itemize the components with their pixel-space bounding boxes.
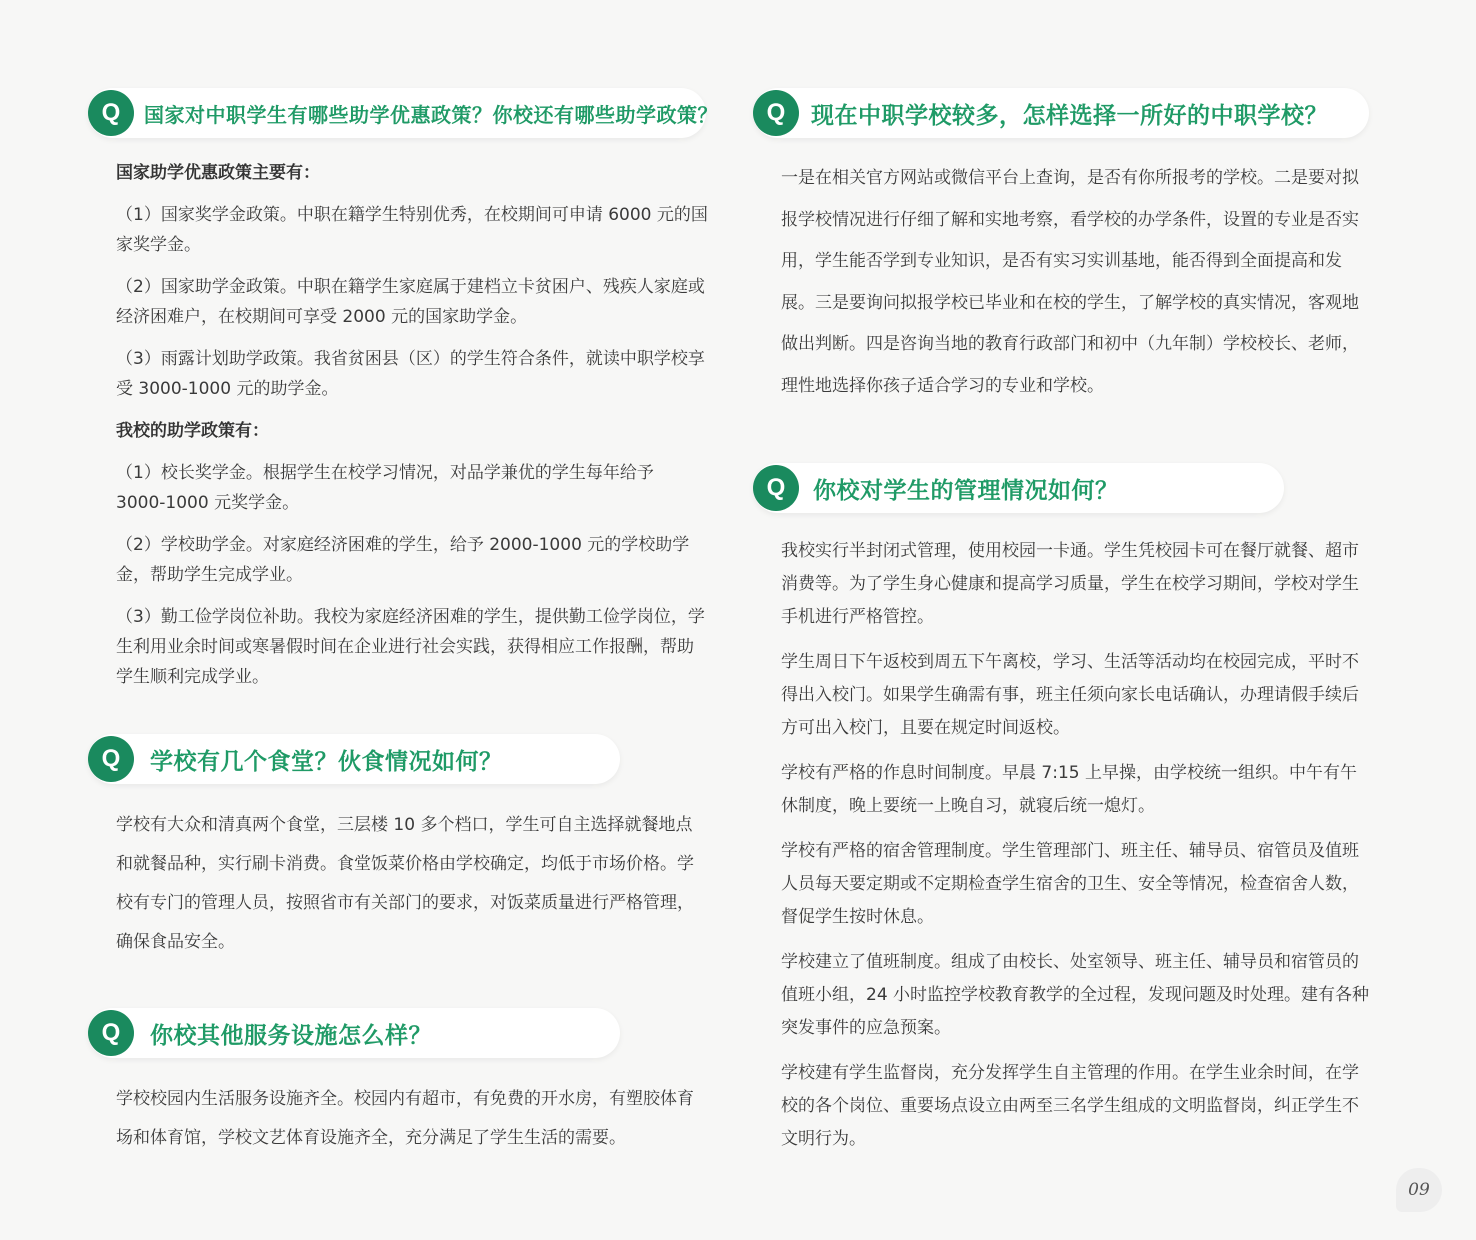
list-item: （1）国家奖学金政策。中职在籍学生特别优秀，在校期间可申请 6000 元的国家奖学金。 [116,205,708,255]
page-number: 09 [1408,1180,1430,1200]
question-bar-financial-aid [88,88,718,138]
answer-choose-school [753,158,1373,407]
left-column [88,88,718,1158]
paragraph: 学校建有学生监督岗，充分发挥学生自主管理的作用。在学生业余时间，在学校的各个岗位、重要场点设立由两至三名学生组成的文明监督岗，纠正学生不文明行为。 [781,1063,1359,1149]
answer-canteen [88,806,708,962]
paragraph: 学校有严格的作息时间制度。早晨 7:15 上早操，由学校统一组织。中午有午休制度，晚上要统一上晚自习，就寝后统一熄灯。 [781,763,1357,816]
paragraph: 学校校园内生活服务设施齐全。校园内有超市，有免费的开水房，有塑胶体育场和体育馆，学校文艺体育设施齐全，充分满足了学生生活的需要。 [116,1089,694,1148]
question-bar-canteen [88,734,620,784]
q-badge: Q [88,1010,134,1056]
list-item: （2）学校助学金。对家庭经济困难的学生，给予 2000-1000 元的学校助学金，帮助学生完成学业。 [116,535,690,585]
question-bar-facilities [88,1008,620,1058]
paragraph: 学校有大众和清真两个食堂，三层楼 10 多个档口，学生可自主选择就餐地点和就餐品种，实行刷卡消费。食堂饭菜价格由学校确定，均低于市场价格。学校有专门的管理人员，按照省市有关部门的要求，对饭菜质量进行严格管理，确保食品安全。 [116,815,694,952]
paragraph: 我校实行半封闭式管理，使用校园一卡通。学生凭校园卡可在餐厅就餐、超市消费等。为了学生身心健康和提高学习质量，学生在校学习期间，学校对学生手机进行严格管控。 [781,541,1359,627]
question-bar-choose-school [753,88,1369,138]
section-heading: 我校的助学政策有： [116,421,269,441]
question-bar-management [753,463,1284,513]
list-item: （2）国家助学金政策。中职在籍学生家庭属于建档立卡贫困户、残疾人家庭或经济困难户，在校期间可享受 2000 元的国家助学金。 [116,277,705,327]
answer-facilities [88,1080,708,1158]
question-title: 你校对学生的管理情况如何？ [813,477,1119,504]
page-number-badge [1396,1168,1442,1212]
list-item: （3）雨露计划助学政策。我省贫困县（区）的学生符合条件，就读中职学校享受 3000-1000 元的助学金。 [116,349,705,399]
paragraph: 一是在相关官方网站或微信平台上查询，是否有你所报考的学校。二是要对拟报学校情况进行仔细了解和实地考察，看学校的办学条件，设置的专业是否实用，学生能否学到专业知识，是否有实习实训基地，能否得到全面提高和发展。三是要询问拟报学校已毕业和在校的学生，了解学校的真实情况，客观地做出判断。四是咨询当地的教育行政部门和初中（九年制）学校校长、老师，理性地选择你孩子适合学习的专业和学校。 [781,168,1359,396]
paragraph: 学生周日下午返校到周五下午离校，学习、生活等活动均在校园完成，平时不得出入校门。如果学生确需有事，班主任须向家长电话确认，办理请假手续后方可出入校门，且要在规定时间返校。 [781,652,1359,738]
q-badge: Q [753,465,799,511]
paragraph: 学校建立了值班制度。组成了由校长、处室领导、班主任、辅导员和宿管员的值班小组，24 小时监控学校教育教学的全过程，发现问题及时处理。建有各种突发事件的应急预案。 [781,952,1370,1038]
right-column [753,88,1373,1168]
list-item: （1）校长奖学金。根据学生在校学习情况，对品学兼优的学生每年给予 3000-1000 元奖学金。 [116,463,654,513]
question-title: 学校有几个食堂？伙食情况如何？ [150,748,503,775]
section-heading: 国家助学优惠政策主要有： [116,163,320,183]
paragraph: 学校有严格的宿舍管理制度。学生管理部门、班主任、辅导员、宿管员及值班人员每天要定期或不定期检查学生宿舍的卫生、安全等情况，检查宿舍人数，督促学生按时休息。 [781,841,1359,927]
answer-financial-aid [88,158,708,692]
question-title: 国家对中职学生有哪些助学优惠政策？你校还有哪些助学政策？ [144,102,718,127]
q-badge: Q [88,90,134,136]
q-badge: Q [753,90,799,136]
q-badge: Q [88,736,134,782]
question-title: 现在中职学校较多，怎样选择一所好的中职学校？ [811,102,1328,129]
list-item: （3）勤工俭学岗位补助。我校为家庭经济困难的学生，提供勤工俭学岗位，学生利用业余时间或寒暑假时间在企业进行社会实践，获得相应工作报酬，帮助学生顺利完成学业。 [116,607,705,687]
question-title: 你校其他服务设施怎么样？ [150,1022,432,1049]
answer-management [753,535,1373,1156]
